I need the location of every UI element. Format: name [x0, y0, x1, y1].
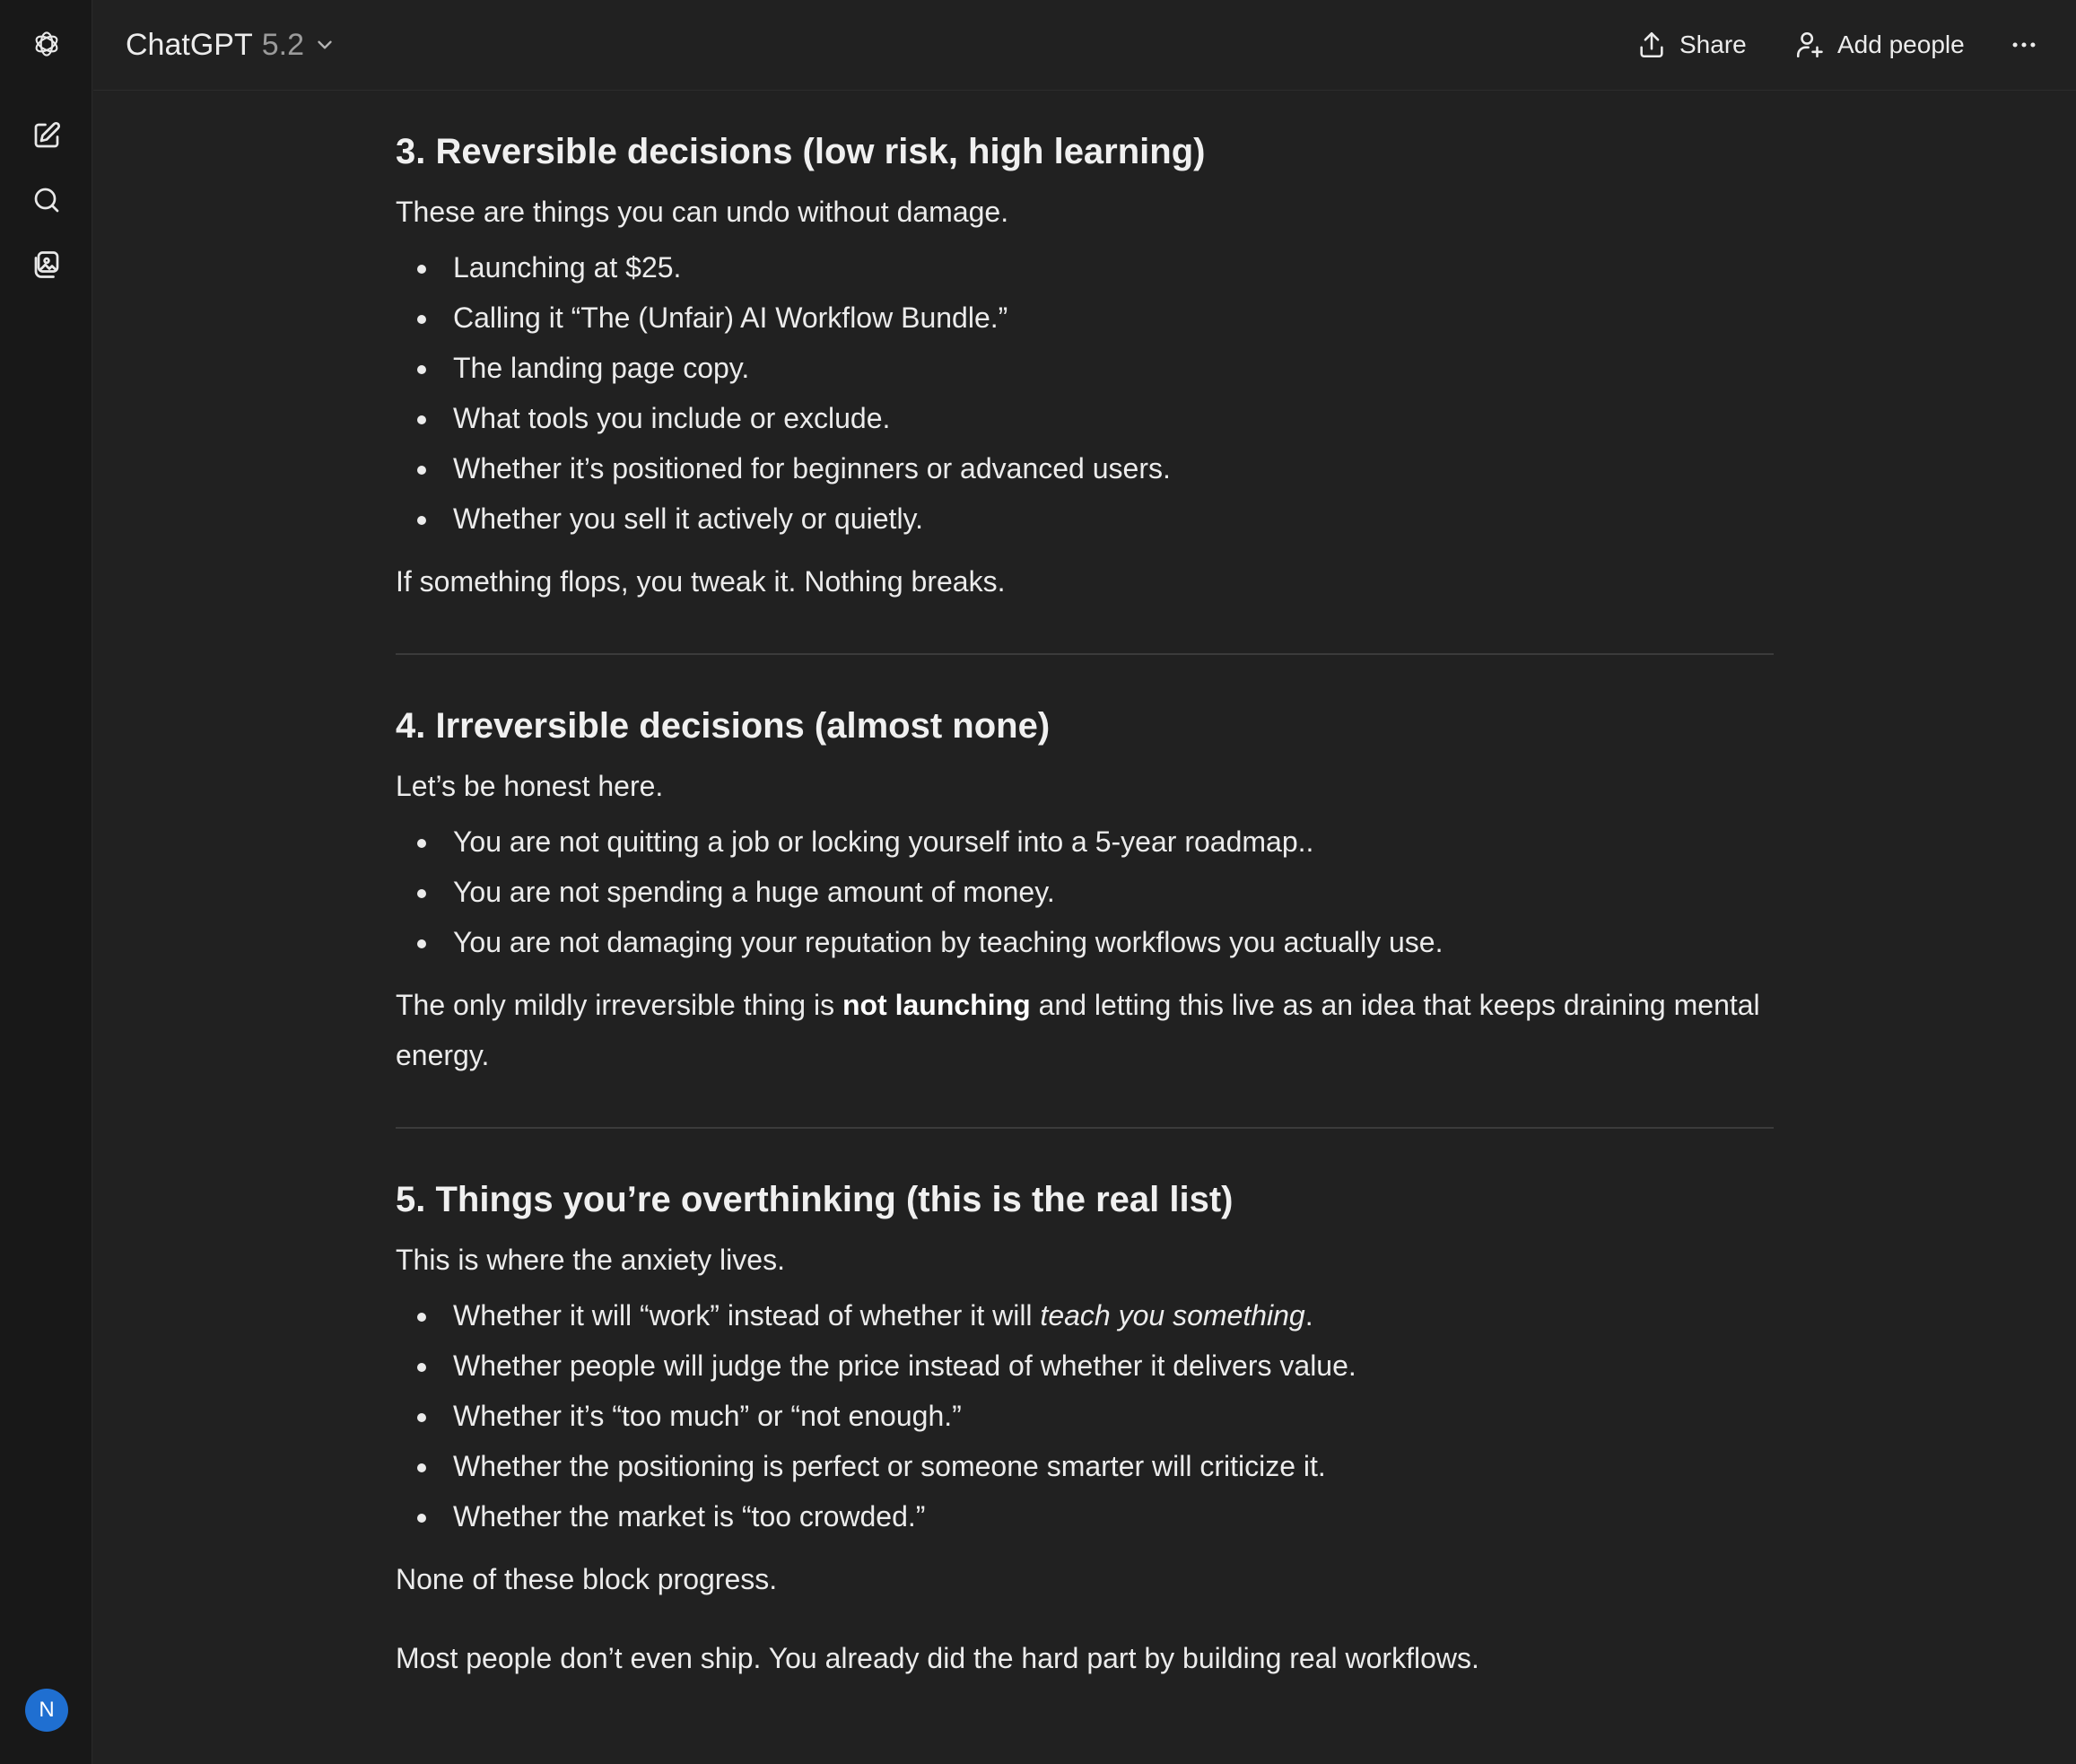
list-item: Whether the market is “too crowded.” — [396, 1491, 1774, 1541]
list-item: Launching at $25. — [396, 242, 1774, 293]
closing-paragraph: Most people don’t even ship. You already did the hard part by building real workflows. — [396, 1642, 1479, 1674]
new-chat-icon[interactable] — [22, 111, 71, 160]
list-item: What tools you include or exclude. — [396, 393, 1774, 443]
list-item: Whether the positioning is perfect or someone smarter will criticize it. — [396, 1441, 1774, 1491]
more-options-button[interactable] — [2002, 23, 2045, 66]
list-item: Whether people will judge the price instead of whether it delivers value. — [396, 1340, 1774, 1391]
sidebar — [0, 0, 92, 1764]
item-text: . — [1304, 1299, 1313, 1332]
library-icon[interactable] — [22, 240, 71, 289]
list-item: Whether it’s positioned for beginners or advanced users. — [396, 443, 1774, 493]
avatar[interactable]: N — [25, 1689, 68, 1732]
list-item: Whether you sell it actively or quietly. — [396, 493, 1774, 544]
section-divider — [396, 1127, 1774, 1129]
item-text: Whether it will “work” instead of whether it will — [453, 1299, 1041, 1332]
bullet-list — [396, 1290, 1774, 1541]
add-person-icon — [1794, 30, 1825, 60]
chevron-down-icon — [313, 33, 336, 57]
section-heading: 5. Things you’re overthinking (this is the real list) — [396, 1180, 1234, 1219]
bullet-list — [396, 242, 1774, 544]
share-button[interactable] — [1636, 23, 1747, 66]
list-item — [396, 1290, 1774, 1340]
model-version: 5.2 — [261, 27, 304, 62]
item-italic-text: teach you something — [1040, 1299, 1305, 1332]
section-intro: These are things you can undo without damage. — [396, 196, 1009, 228]
bullet-list — [396, 817, 1774, 967]
section-heading: 3. Reversible decisions (low risk, high learning) — [396, 132, 1206, 171]
section-intro: This is where the anxiety lives. — [396, 1244, 785, 1276]
model-name: ChatGPT — [126, 27, 253, 62]
outro-text: The only mildly irreversible thing is — [396, 989, 842, 1021]
section-outro: None of these block progress. — [396, 1563, 778, 1595]
add-people-button[interactable] — [1794, 23, 1965, 66]
list-item: Whether it’s “too much” or “not enough.” — [396, 1391, 1774, 1441]
list-item: Calling it “The (Unfair) AI Workflow Bundle.” — [396, 293, 1774, 343]
chatgpt-logo-icon[interactable] — [22, 20, 71, 68]
add-people-label: Add people — [1837, 31, 1965, 58]
share-icon — [1636, 30, 1667, 60]
section-outro: If something flops, you tweak it. Nothing breaks. — [396, 565, 1006, 598]
list-item: You are not spending a huge amount of money. — [396, 867, 1774, 917]
share-label: Share — [1679, 31, 1747, 58]
more-horizontal-icon — [2009, 30, 2039, 60]
search-icon[interactable] — [22, 176, 71, 224]
outro-bold-text: not launching — [842, 989, 1031, 1021]
outro-text: and letting this live as an idea that keeps draining mental energy. — [396, 989, 1760, 1071]
assistant-message — [396, 117, 1774, 1683]
list-item: You are not damaging your reputation by teaching workflows you actually use. — [396, 917, 1774, 967]
model-picker[interactable] — [126, 23, 336, 66]
section-intro: Let’s be honest here. — [396, 770, 664, 802]
section-outro — [396, 980, 1774, 1080]
list-item: You are not quitting a job or locking yourself into a 5-year roadmap.. — [396, 817, 1774, 867]
header — [93, 0, 2076, 91]
section-divider — [396, 653, 1774, 655]
section-heading: 4. Irreversible decisions (almost none) — [396, 706, 1051, 746]
list-item: The landing page copy. — [396, 343, 1774, 393]
